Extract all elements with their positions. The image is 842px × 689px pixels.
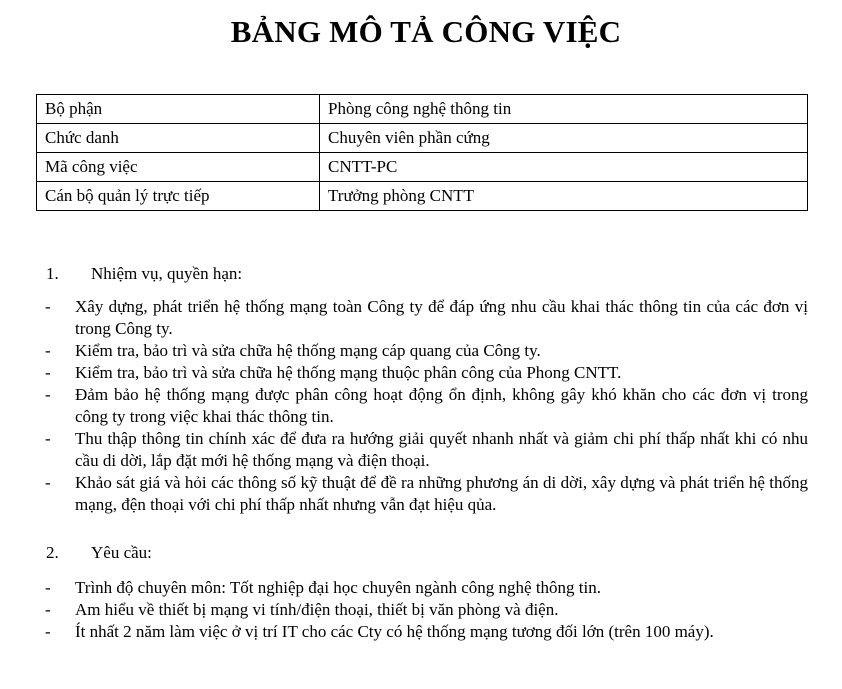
list-item	[40, 362, 808, 384]
row-label: Chức danh	[37, 124, 320, 153]
requirements-list	[40, 577, 808, 643]
bullet-dash: -	[45, 600, 51, 619]
list-item-text: Ít nhất 2 năm làm việc ở vị trí IT cho các Cty có hệ thống mạng tương đối lớn (trên 100 máy).	[75, 622, 714, 641]
list-item	[40, 340, 808, 362]
list-item-text: Trình độ chuyên môn: Tốt nghiệp đại học chuyên ngành công nghệ thông tin.	[75, 578, 601, 597]
list-item-text: Thu thập thông tin chính xác để đưa ra hướng giải quyết nhanh nhất và giảm chi phí thấp nhất khi có nhu cầu di dời, lắp đặt mới hệ thống mạng và điện thoại.	[75, 429, 808, 470]
list-item	[40, 577, 808, 599]
job-info-table	[36, 94, 808, 211]
list-item-text: Xây dựng, phát triển hệ thống mạng toàn Công ty để đáp ứng nhu cầu khai thác thông tin của các đơn vị trong Công ty.	[75, 297, 808, 338]
row-label: Bộ phận	[37, 95, 320, 124]
bullet-dash: -	[45, 385, 51, 404]
list-item-text: Kiểm tra, bảo trì và sửa chữa hệ thống mạng thuộc phân công của Phong CNTT.	[75, 363, 622, 382]
row-label: Cán bộ quản lý trực tiếp	[37, 182, 320, 211]
list-item	[40, 296, 808, 340]
bullet-dash: -	[45, 429, 51, 448]
row-value: Chuyên viên phần cứng	[320, 124, 808, 153]
bullet-dash: -	[45, 297, 51, 316]
row-label: Mã công việc	[37, 153, 320, 182]
document-title: BẢNG MÔ TẢ CÔNG VIỆC	[230, 14, 622, 49]
table-row	[37, 182, 808, 211]
list-item-text: Am hiểu về thiết bị mạng vi tính/điện thoại, thiết bị văn phòng và điện.	[75, 600, 559, 619]
table-row	[37, 153, 808, 182]
section-title: Yêu cầu:	[91, 543, 152, 562]
list-item	[40, 384, 808, 428]
list-item-text: Đảm bảo hệ thống mạng được phân công hoạt động ổn định, không gây khó khăn cho các đơn vị trong công ty trong việc khai thác thông tin.	[75, 385, 808, 426]
list-item-text: Kiểm tra, bảo trì và sửa chữa hệ thống mạng cáp quang của Công ty.	[75, 341, 541, 360]
duties-list	[40, 296, 808, 516]
bullet-dash: -	[45, 622, 51, 641]
list-item	[40, 472, 808, 516]
row-value: Phòng công nghệ thông tin	[320, 95, 808, 124]
section-heading	[46, 542, 152, 564]
list-item	[40, 599, 808, 621]
table-row	[37, 95, 808, 124]
bullet-dash: -	[45, 341, 51, 360]
row-value: Trưởng phòng CNTT	[320, 182, 808, 211]
row-value: CNTT-PC	[320, 153, 808, 182]
section-number: 2.	[46, 543, 59, 562]
section-title: Nhiệm vụ, quyền hạn:	[91, 264, 243, 283]
bullet-dash: -	[45, 473, 51, 492]
table-row	[37, 124, 808, 153]
list-item	[40, 428, 808, 472]
list-item	[40, 621, 808, 643]
bullet-dash: -	[45, 578, 51, 597]
section-heading	[46, 263, 242, 285]
section-number: 1.	[46, 264, 59, 283]
list-item-text: Khảo sát giá và hỏi các thông số kỹ thuật để đề ra những phương án di dời, xây dựng và phát triển hệ thống mạng, đện thoại với chi phí thấp nhất nhưng vẫn đạt hiệu qủa.	[75, 473, 808, 514]
bullet-dash: -	[45, 363, 51, 382]
